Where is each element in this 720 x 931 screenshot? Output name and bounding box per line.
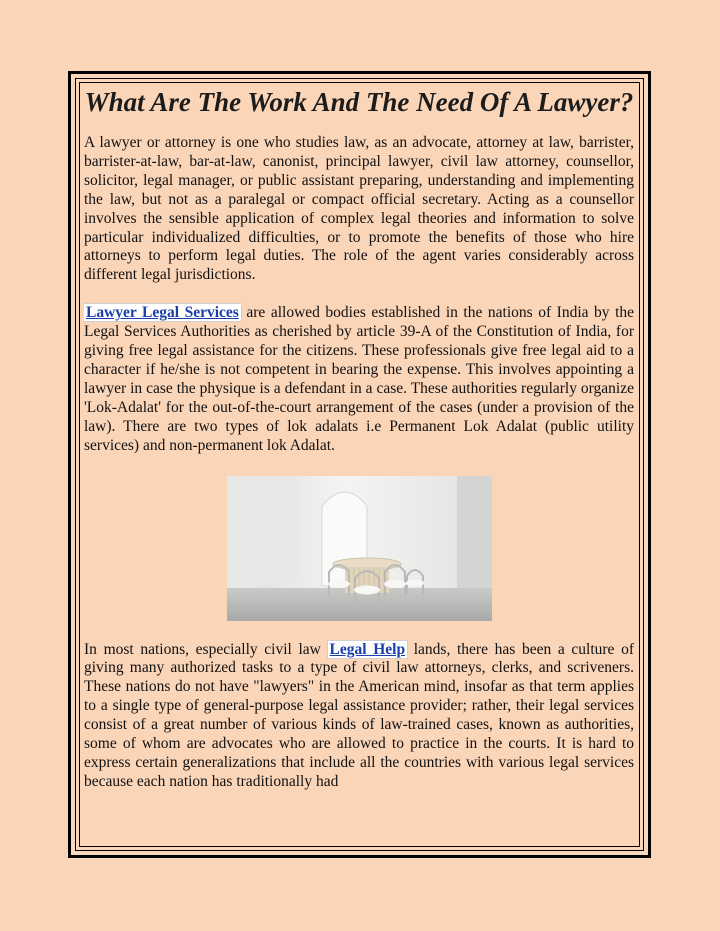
office-photo-illustration [227, 476, 492, 621]
paragraph-legal-help-before: In most nations, especially civil law [84, 640, 328, 658]
legal-help-link[interactable]: Legal Help [329, 640, 406, 658]
paragraph-legal-services-text: are allowed bodies established in the nations of India by the Legal Services Authorities as cherished by article 39-A of the Constitution of India, for giving free legal assistance for the citizens. These professionals give free legal aid to a character if he/she is not competent in bearing the expense. This involves appointing a lawyer in case the physique is a defendant in a case. These authorities regularly organize 'Lok-Adalat' for the out-of-the-court arrangement of the cases (under a provision of the law). There are two types of lok adalats i.e Permanent Lok Adalat (public utility services) and non-permanent lok Adalat. [84, 304, 634, 454]
paragraph-intro: A lawyer or attorney is one who studies law, as an advocate, attorney at law, barrister, barrister-at-law, bar-at-law, canonist, principal lawyer, civil law attorney, counsellor, solicitor, legal manager, or public assistant preparing, understanding and implementing the law, but not as a paralegal or compact official secretary. Acting as a counsellor involves the sensible application of complex legal theories and information to solve particular individualized difficulties, or to promote the benefits of those who hire attorneys to perform legal duties. The role of the agent varies considerably across different legal jurisdictions. [84, 134, 634, 284]
paragraph-legal-help-after: lands, there has been a culture of giving many authorized tasks to a type of civil law attorneys, clerks, and scriveners. These nations do not have "lawyers" in the American mind, insofar as that term applies to a single type of general-purpose legal assistance provider; rather, their legal services consist of a great number of various kinds of law-trained cases, known as authorities, some of whom are advocates who are allowed to practice in the courts. It is hard to express certain generalizations that include all the countries with various legal services because each nation has traditionally had [84, 640, 634, 790]
paragraph-legal-help [84, 641, 634, 792]
paragraph-legal-services [84, 304, 634, 455]
page-title: What Are The Work And The Need Of A Lawyer? [84, 87, 634, 117]
document-body [84, 86, 634, 842]
office-chairs-photo [227, 476, 492, 621]
lawyer-legal-services-link[interactable]: Lawyer Legal Services [86, 304, 239, 322]
